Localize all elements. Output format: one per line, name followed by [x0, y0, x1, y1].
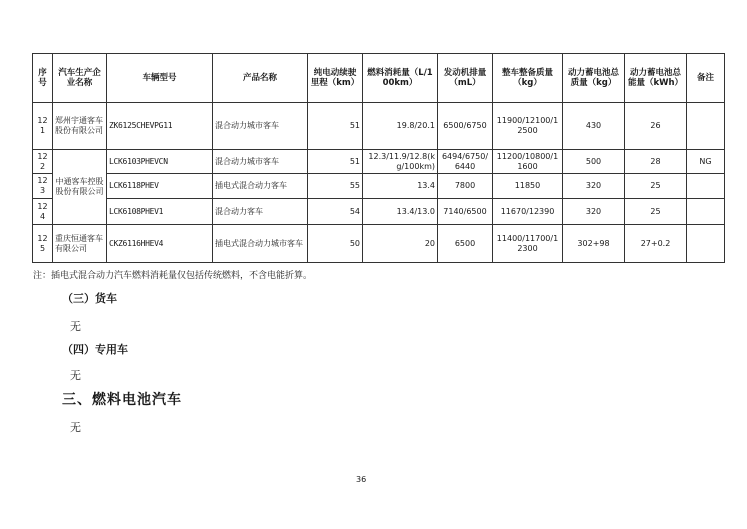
cell-mass: 11670/12390	[493, 199, 563, 225]
table-row	[33, 150, 725, 174]
cell-mass: 11400/11700/12300	[493, 225, 563, 263]
cell-battery-mass: 320	[563, 199, 625, 225]
cell-engine: 7800	[438, 174, 493, 199]
cell-engine: 6494/6750/6440	[438, 150, 493, 174]
cell-battery-energy: 25	[625, 199, 687, 225]
cell-seq: 122	[33, 150, 53, 174]
table-row	[33, 199, 725, 225]
cell-range: 51	[308, 150, 363, 174]
cell-battery-energy: 26	[625, 103, 687, 150]
cell-product: 插电式混合动力客车	[213, 174, 308, 199]
cell-battery-mass: 302+98	[563, 225, 625, 263]
table-header-row	[33, 54, 725, 103]
cell-product: 混合动力城市客车	[213, 103, 308, 150]
cell-range: 50	[308, 225, 363, 263]
cell-maker: 中通客车控股股份有限公司	[53, 150, 107, 225]
header-range: 纯电动续驶里程（km）	[308, 54, 363, 103]
cell-seq: 125	[33, 225, 53, 263]
cell-battery-energy: 28	[625, 150, 687, 174]
cell-mass: 11200/10800/11600	[493, 150, 563, 174]
cell-engine: 6500/6750	[438, 103, 493, 150]
cell-model: LCK6103PHEVCN	[107, 150, 213, 174]
cell-mass: 11900/12100/12500	[493, 103, 563, 150]
cell-seq: 124	[33, 199, 53, 225]
cell-product: 插电式混合动力城市客车	[213, 225, 308, 263]
cell-range: 55	[308, 174, 363, 199]
header-engine: 发动机排量（mL）	[438, 54, 493, 103]
cell-fuel: 13.4/13.0	[363, 199, 438, 225]
cell-fuel: 19.8/20.1	[363, 103, 438, 150]
table-row	[33, 174, 725, 199]
cell-seq: 123	[33, 174, 53, 199]
table-footnote: 注：插电式混合动力汽车燃料消耗量仅包括传统燃料，不含电能折算。	[33, 271, 313, 281]
cell-remark	[687, 174, 725, 199]
cell-remark: NG	[687, 150, 725, 174]
cell-model: LCK6108PHEV1	[107, 199, 213, 225]
section-special-text: 无	[70, 369, 81, 382]
header-battery-energy: 动力蓄电池总能量（kWh）	[625, 54, 687, 103]
cell-remark	[687, 103, 725, 150]
cell-range: 54	[308, 199, 363, 225]
header-seq: 序号	[33, 54, 53, 103]
header-fuel: 燃料消耗量（L/100km）	[363, 54, 438, 103]
cell-maker: 郑州宇通客车股份有限公司	[53, 103, 107, 150]
section-special-heading: （四）专用车	[62, 343, 128, 356]
cell-battery-energy: 25	[625, 174, 687, 199]
cell-seq: 121	[33, 103, 53, 150]
cell-maker: 重庆恒通客车有限公司	[53, 225, 107, 263]
section-fuelcell-heading: 三、燃料电池汽车	[62, 392, 182, 408]
cell-fuel: 12.3/11.9/12.8(kg/100km)	[363, 150, 438, 174]
header-mass: 整车整备质量（kg）	[493, 54, 563, 103]
header-maker: 汽车生产企业名称	[53, 54, 107, 103]
cell-engine: 7140/6500	[438, 199, 493, 225]
cell-product: 混合动力城市客车	[213, 150, 308, 174]
cell-battery-mass: 320	[563, 174, 625, 199]
vehicle-table	[32, 53, 725, 263]
cell-mass: 11850	[493, 174, 563, 199]
cell-model: LCK6118PHEV	[107, 174, 213, 199]
cell-range: 51	[308, 103, 363, 150]
cell-battery-mass: 430	[563, 103, 625, 150]
cell-model: ZK6125CHEVPG11	[107, 103, 213, 150]
section-truck-heading: （三）货车	[62, 292, 117, 305]
cell-model: CKZ6116HHEV4	[107, 225, 213, 263]
header-battery-mass: 动力蓄电池总质量（kg）	[563, 54, 625, 103]
page-number: 36	[356, 475, 367, 484]
header-product: 产品名称	[213, 54, 308, 103]
cell-remark	[687, 225, 725, 263]
cell-product: 混合动力客车	[213, 199, 308, 225]
header-model: 车辆型号	[107, 54, 213, 103]
cell-fuel: 20	[363, 225, 438, 263]
section-truck-text: 无	[70, 320, 81, 333]
header-remark: 备注	[687, 54, 725, 103]
cell-engine: 6500	[438, 225, 493, 263]
table-row	[33, 225, 725, 263]
table-row	[33, 103, 725, 150]
cell-remark	[687, 199, 725, 225]
cell-fuel: 13.4	[363, 174, 438, 199]
section-fuelcell-text: 无	[70, 421, 81, 434]
cell-battery-energy: 27+0.2	[625, 225, 687, 263]
cell-battery-mass: 500	[563, 150, 625, 174]
